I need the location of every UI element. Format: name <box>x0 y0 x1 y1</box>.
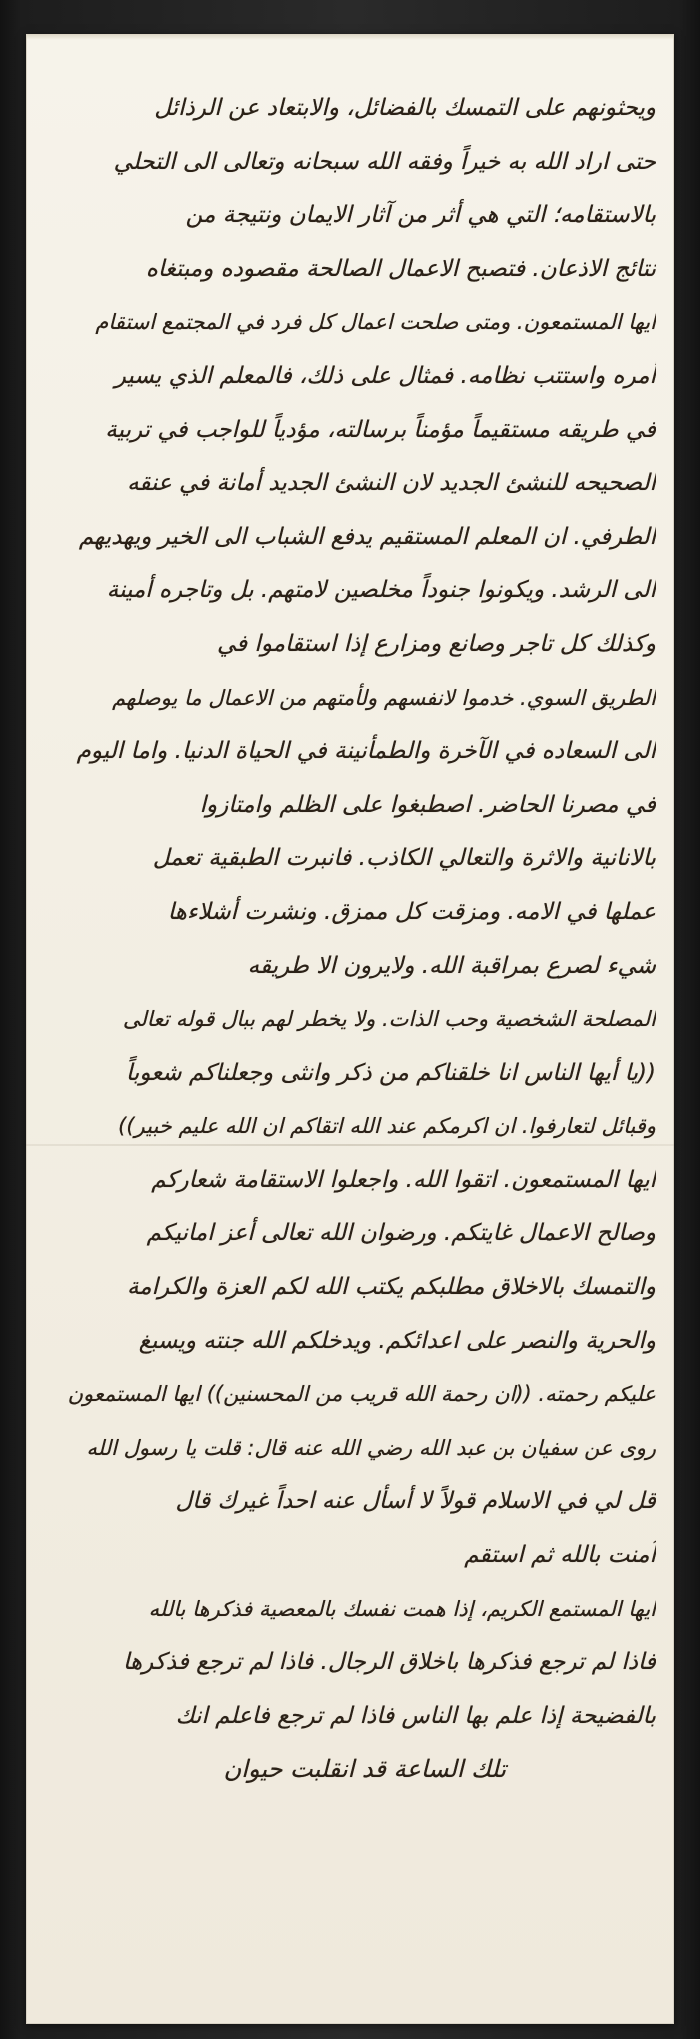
text-line: في طريقه مستقيماً مؤمناً برسالته، مؤدياً للواجب في تربية <box>105 416 656 443</box>
manuscript-page <box>26 34 674 2024</box>
text-line: وقبائل لتعارفوا. ان اكرمكم عند الله اتقاكم ان الله عليم خبير)) <box>118 1114 656 1139</box>
text-line: شيء لصرع بمراقبة الله. ولايرون الا طريقه <box>247 952 656 979</box>
text-line: والتمسك بالاخلاق مطلبكم يكتب الله لكم العزة والكرامة <box>126 1274 656 1301</box>
text-line: عليكم رحمته. ((ان رحمة الله قريب من المحسنين)) ايها المستمعون <box>67 1382 656 1407</box>
text-line: بالفضيحة إذا علم بها الناس فاذا لم ترجع فاعلم انك <box>175 1702 656 1729</box>
text-line: والحرية والنصر على اعدائكم. ويدخلكم الله جنته ويسبغ <box>138 1327 656 1354</box>
text-line: الطريق السوي. خدموا لانفسهم ولأمتهم من الاعمال ما يوصلهم <box>112 685 656 710</box>
text-line: الى السعاده في الآخرة والطمأنينة في الحياة الدنيا. واما اليوم <box>76 738 656 765</box>
text-line: بالاستقامه؛ التي هي أثر من آثار الايمان ونتيجة من <box>185 202 656 229</box>
text-line: الى الرشد. ويكونوا جنوداً مخلصين لامتهم. بل وتاجره أمينة <box>106 577 656 604</box>
text-line: حتى اراد الله به خيراً وفقه الله سبحانه وتعالى الى التحلي <box>113 148 656 175</box>
text-line: نتائج الاذعان. فتصبح الاعمال الصالحة مقصوده ومبتغاه <box>145 255 656 282</box>
text-line: وكذلك كل تاجر وصانع ومزارع إذا استقاموا في <box>216 630 656 657</box>
text-line: أمره واستتب نظامه. فمثال على ذلك، فالمعلم الذي يسير <box>114 362 656 389</box>
text-line: ايها المستمعون. اتقوا الله. واجعلوا الاستقامة شعاركم <box>151 1166 656 1193</box>
text-line: وصالح الاعمال غايتكم. ورضوان الله تعالى أعز امانيكم <box>146 1220 656 1247</box>
text-line: بالانانية والاثرة والتعالي الكاذب. فانبرت الطبقية تعمل <box>152 845 656 872</box>
text-line: قل لي في الاسلام قولاً لا أسأل عنه احداً غيرك قال <box>175 1488 656 1515</box>
paper-edge <box>26 34 674 40</box>
text-line: ويحثونهم على التمسك بالفضائل، والابتعاد عن الرذائل <box>154 95 656 121</box>
text-line: المصلحة الشخصية وحب الذات. ولا يخطر لهم ببال قوله تعالى <box>122 1007 656 1032</box>
handwritten-text <box>66 82 656 1797</box>
text-line: آمنت بالله ثم استقم <box>464 1542 656 1569</box>
text-line: تلك الساعة قد انقلبت حيوان <box>223 1755 506 1784</box>
text-line: روى عن سفيان بن عبد الله رضي الله عنه قال: قلت يا رسول الله <box>86 1435 656 1460</box>
text-line: الطرفي. ان المعلم المستقيم يدفع الشباب الى الخير ويهديهم <box>78 523 656 550</box>
text-line: في مصرنا الحاضر. اصطبغوا على الظلم وامتازوا <box>199 791 656 818</box>
text-line: عملها في الامه. ومزقت كل ممزق. ونشرت أشلاءها <box>167 898 656 925</box>
text-line: فاذا لم ترجع فذكرها باخلاق الرجال. فاذا لم ترجع فذكرها <box>122 1649 656 1676</box>
text-line: ايها المستمعون. ومتى صلحت اعمال كل فرد في المجتمع استقام <box>95 310 656 335</box>
text-line: الصحيحه للنشئ الجديد لان النشئ الجديد أمانة في عنقه <box>127 470 656 497</box>
text-line: ايها المستمع الكريم، إذا همت نفسك بالمعصية فذكرها بالله <box>148 1596 656 1621</box>
text-line: ((يا أيها الناس انا خلقناكم من ذكر وانثى وجعلناكم شعوباً <box>125 1059 656 1086</box>
